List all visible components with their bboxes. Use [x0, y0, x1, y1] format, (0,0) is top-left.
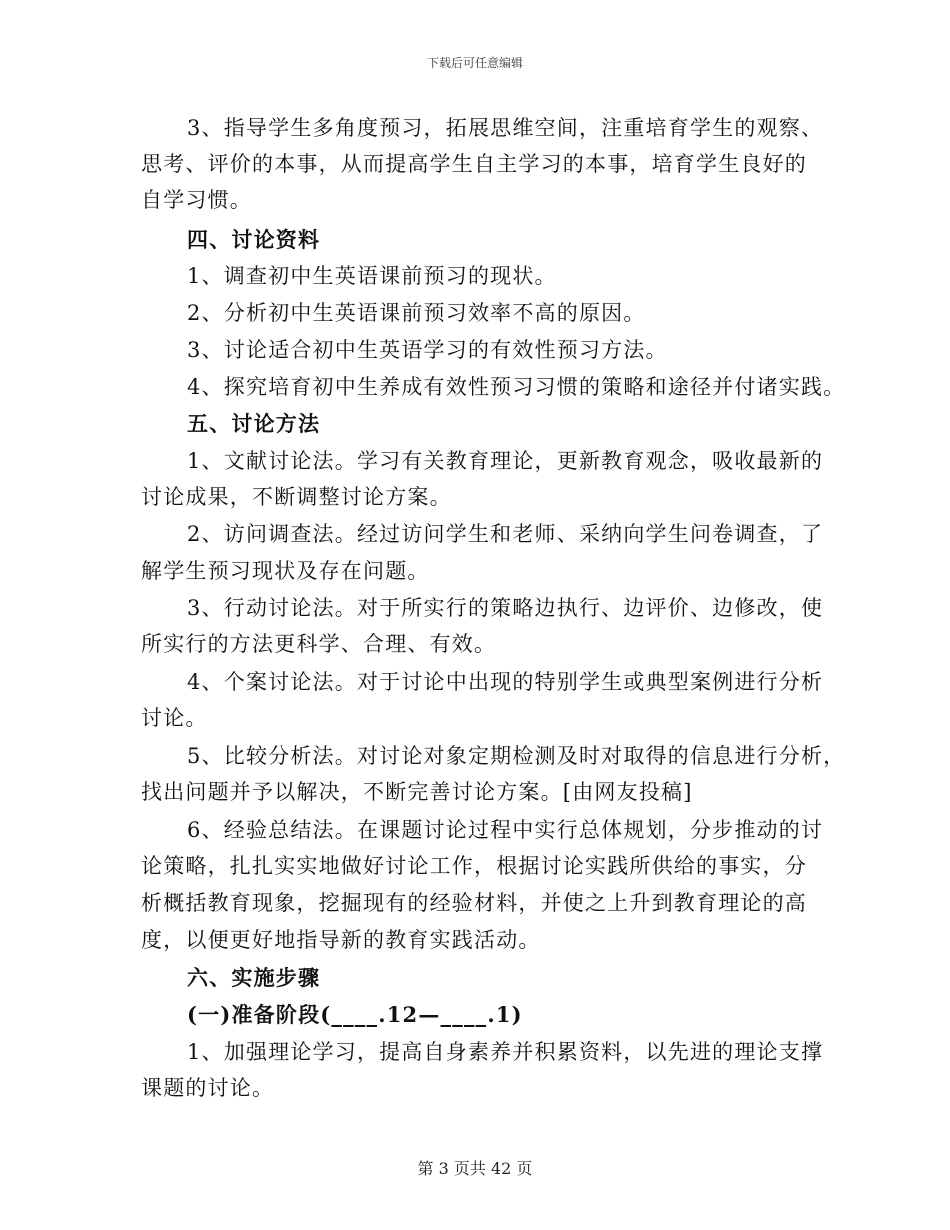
paragraph-line: 找出问题并予以解决，不断完善讨论方案。[由网友投稿]: [141, 780, 693, 804]
paragraph-line: 所实行的方法更科学、合理、有效。: [141, 632, 497, 656]
paragraph-line: 论策略，扎扎实实地做好讨论工作，根据讨论实践所供给的事实，分: [141, 854, 807, 878]
paragraph-line: 1、加强理论学习，提高自身素养并积累资料，以先进的理论支撑: [187, 1040, 824, 1064]
paragraph-line: 1、文献讨论法。学习有关教育理论，更新教育观念，吸收最新的: [187, 449, 824, 473]
page-header: 下载后可任意编辑: [426, 56, 523, 70]
paragraph-line: 解学生预习现状及存在问题。: [141, 559, 430, 583]
section-heading: 六、实施步骤: [187, 965, 321, 990]
paragraph-line: 3、行动讨论法。对于所实行的策略边执行、边评价、边修改，使: [187, 596, 824, 620]
paragraph-line: 讨论。: [141, 706, 208, 730]
paragraph-line: 2、分析初中生英语课前预习效率不高的原因。: [187, 301, 646, 325]
page-footer: 第 3 页共 42 页: [417, 1159, 533, 1178]
section-heading: 四、讨论资料: [187, 227, 321, 252]
paragraph-line: 6、经验总结法。在课题讨论过程中实行总体规划，分步推动的讨: [187, 818, 824, 842]
section-heading: 五、讨论方法: [187, 411, 321, 436]
paragraph-line: 3、指导学生多角度预习，拓展思维空间，注重培育学生的观察、: [187, 116, 824, 140]
paragraph-line: 1、调查初中生英语课前预习的现状。: [187, 264, 557, 288]
paragraph-line: 5、比较分析法。对讨论对象定期检测及时对取得的信息进行分析，: [187, 744, 846, 768]
paragraph-line: 课题的讨论。: [141, 1076, 275, 1100]
subsection-heading: (一)准备阶段(____.12—____.1): [187, 1002, 523, 1027]
paragraph-line: 4、个案讨论法。对于讨论中出现的特别学生或典型案例进行分析: [187, 670, 824, 694]
paragraph-line: 思考、评价的本事，从而提高学生自主学习的本事，培育学生良好的: [141, 152, 807, 176]
paragraph-line: 自学习惯。: [141, 188, 252, 212]
paragraph-line: 析概括教育现象，挖掘现有的经验材料，并使之上升到教育理论的高: [141, 891, 807, 915]
paragraph-line: 讨论成果，不断调整讨论方案。: [141, 485, 452, 509]
paragraph-line: 4、探究培育初中生养成有效性预习习惯的策略和途径并付诸实践。: [187, 375, 846, 399]
paragraph-line: 2、访问调查法。经过访问学生和老师、采纳向学生问卷调查，了: [187, 522, 824, 546]
paragraph-line: 3、讨论适合初中生英语学习的有效性预习方法。: [187, 338, 668, 362]
paragraph-line: 度，以便更好地指导新的教育实践活动。: [141, 928, 541, 952]
